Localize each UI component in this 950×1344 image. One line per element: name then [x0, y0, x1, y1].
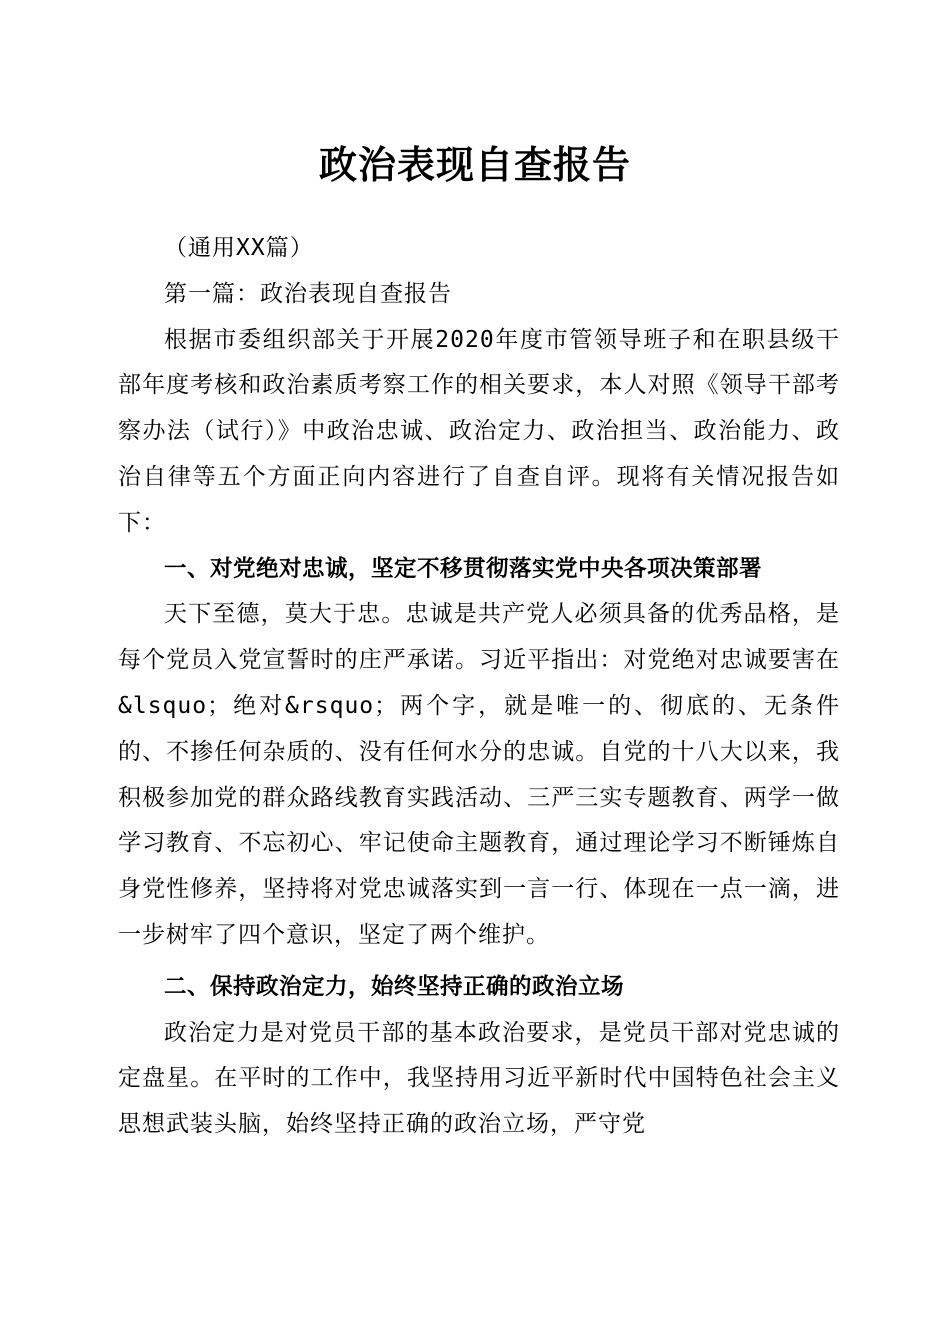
section-heading-2: 二、保持政治定力，始终坚持正确的政治立场 — [164, 973, 625, 1000]
chapter-title: 第一篇：政治表现自查报告 — [164, 280, 452, 307]
document-body — [118, 226, 840, 1148]
intro-paragraph: 根据市委组织部关于开展2020年度市管领导班子和在职县级干部年度考核和政治素质考察工作的相关要求，本人对照《领导干部考察办法（试行）》中政治忠诚、政治定力、政治担当、政治能力、政治自律等五个方面正向内容进行了自查自评。现将有关情况报告如下： — [118, 326, 840, 536]
section-1-paragraph: 天下至德，莫大于忠。忠诚是共产党人必须具备的优秀品格，是每个党员入党宣誓时的庄严承诺。习近平指出：对党绝对忠诚要害在&lsquo；绝对&rsquo；两个字，就是唯一的、彻底的、无条件的、不掺任何杂质的、没有任何水分的忠诚。自党的十八大以来，我积极参加党的群众路线教育实践活动、三严三实专题教育、两学一做学习教育、不忘初心、牢记使命主题教育，通过理论学习不断锤炼自身党性修养，坚持将对党忠诚落实到一言一行、体现在一点一滴，进一步树牢了四个意识，坚定了两个维护。 — [118, 601, 840, 948]
section-2-paragraph: 政治定力是对党员干部的基本政治要求，是党员干部对党忠诚的定盘星。在平时的工作中，我坚持用习近平新时代中国特色社会主义思想武装头脑，始终坚持正确的政治立场，严守党 — [118, 1019, 840, 1138]
document-subtitle: （通用XX篇） — [164, 235, 314, 261]
document-title: 政治表现自查报告 — [318, 142, 631, 187]
section-heading-1: 一、对党绝对忠诚，坚定不移贯彻落实党中央各项决策部署 — [164, 555, 763, 582]
